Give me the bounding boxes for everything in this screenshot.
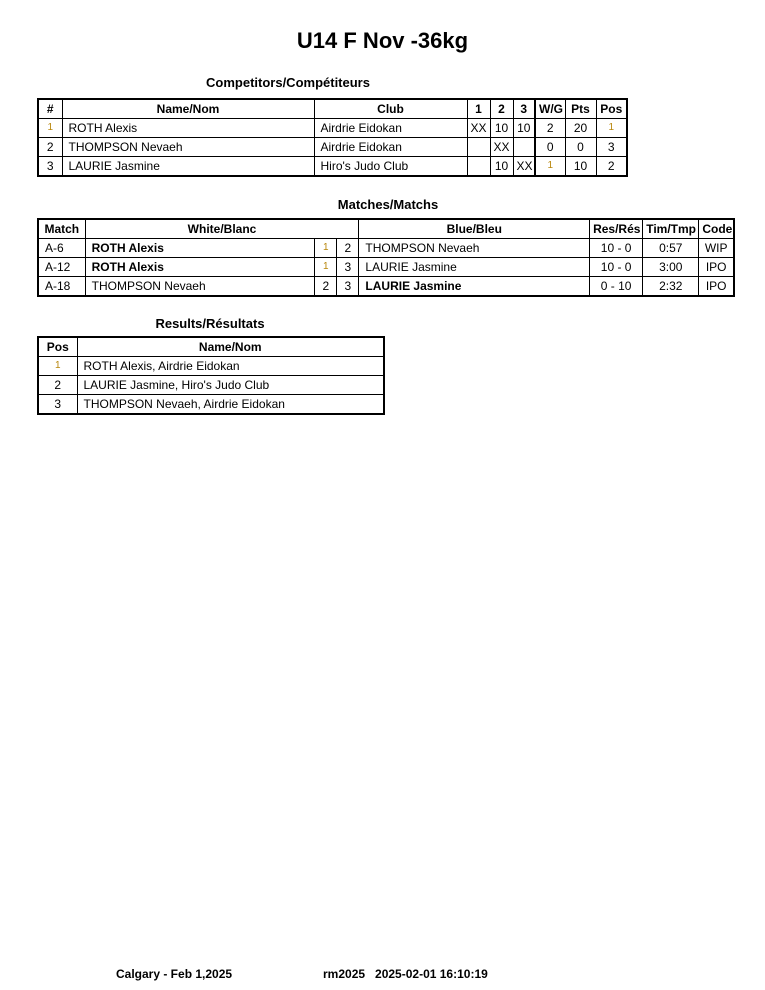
results-table — [37, 336, 385, 415]
result-name: THOMPSON Nevaeh, Airdrie Eidokan — [77, 395, 384, 415]
competitors-heading: Competitors/Compétiteurs — [206, 75, 370, 90]
competitor-r2: 10 — [490, 119, 513, 138]
competitor-pts: 10 — [565, 157, 596, 177]
match-code: IPO — [699, 258, 734, 277]
table-row — [38, 258, 734, 277]
competitor-r1: XX — [467, 119, 490, 138]
match-code: IPO — [699, 277, 734, 297]
blue-competitor: LAURIE Jasmine — [359, 258, 590, 277]
competitor-r2: XX — [490, 138, 513, 157]
match-result: 10 - 0 — [590, 258, 643, 277]
result-pos: 2 — [38, 376, 77, 395]
competitor-pos: 2 — [596, 157, 627, 177]
competitor-num: 3 — [38, 157, 62, 177]
competitor-wg: 0 — [535, 138, 565, 157]
blue-number: 3 — [337, 277, 359, 297]
col-num: # — [38, 99, 62, 119]
matches-table — [37, 218, 735, 297]
white-number: 1 — [315, 258, 337, 277]
competitor-r1 — [467, 157, 490, 177]
match-time: 0:57 — [643, 239, 699, 258]
competitor-num: 2 — [38, 138, 62, 157]
col-white: White/Blanc — [85, 219, 359, 239]
col-result: Res/Rés — [590, 219, 643, 239]
competitor-name: LAURIE Jasmine — [62, 157, 314, 177]
table-row — [38, 357, 384, 376]
match-result: 10 - 0 — [590, 239, 643, 258]
competitor-wg: 2 — [535, 119, 565, 138]
competitor-pts: 20 — [565, 119, 596, 138]
col-blue: Blue/Bleu — [359, 219, 590, 239]
table-row — [38, 395, 384, 415]
competitor-name: THOMPSON Nevaeh — [62, 138, 314, 157]
competitor-r1 — [467, 138, 490, 157]
competitor-r2: 10 — [490, 157, 513, 177]
col-club: Club — [314, 99, 467, 119]
results-header-row — [38, 337, 384, 357]
col-round-3: 3 — [513, 99, 535, 119]
col-wg: W/G — [535, 99, 565, 119]
blue-competitor: LAURIE Jasmine — [359, 277, 590, 297]
competitor-r3: XX — [513, 157, 535, 177]
match-time: 2:32 — [643, 277, 699, 297]
competitor-num: 1 — [38, 119, 62, 138]
results-heading: Results/Résultats — [155, 316, 265, 331]
match-id: A-6 — [38, 239, 85, 258]
competitor-wg: 1 — [535, 157, 565, 177]
col-round-1: 1 — [467, 99, 490, 119]
match-id: A-18 — [38, 277, 85, 297]
competitor-club: Hiro's Judo Club — [314, 157, 467, 177]
result-pos: 3 — [38, 395, 77, 415]
white-competitor: ROTH Alexis — [85, 258, 315, 277]
table-row — [38, 376, 384, 395]
white-competitor: ROTH Alexis — [85, 239, 315, 258]
table-row — [38, 277, 734, 297]
competitor-name: ROTH Alexis — [62, 119, 314, 138]
table-row — [38, 157, 627, 177]
footer-stamp: rm2025 2025-02-01 16:10:19 — [323, 967, 488, 981]
competitor-pos: 3 — [596, 138, 627, 157]
col-pts: Pts — [565, 99, 596, 119]
white-number: 2 — [315, 277, 337, 297]
white-number: 1 — [315, 239, 337, 258]
col-name: Name/Nom — [62, 99, 314, 119]
blue-competitor: THOMPSON Nevaeh — [359, 239, 590, 258]
competitor-pos: 1 — [596, 119, 627, 138]
col-name: Name/Nom — [77, 337, 384, 357]
match-result: 0 - 10 — [590, 277, 643, 297]
table-row — [38, 138, 627, 157]
col-time: Tim/Tmp — [643, 219, 699, 239]
col-pos: Pos — [596, 99, 627, 119]
col-pos: Pos — [38, 337, 77, 357]
result-name: ROTH Alexis, Airdrie Eidokan — [77, 357, 384, 376]
result-pos: 1 — [38, 357, 77, 376]
blue-number: 2 — [337, 239, 359, 258]
competitor-club: Airdrie Eidokan — [314, 119, 467, 138]
result-name: LAURIE Jasmine, Hiro's Judo Club — [77, 376, 384, 395]
col-code: Code — [699, 219, 734, 239]
matches-heading: Matches/Matchs — [337, 197, 439, 212]
match-time: 3:00 — [643, 258, 699, 277]
competitors-header-row — [38, 99, 627, 119]
match-id: A-12 — [38, 258, 85, 277]
col-match: Match — [38, 219, 85, 239]
table-row — [38, 119, 627, 138]
white-competitor: THOMPSON Nevaeh — [85, 277, 315, 297]
match-code: WIP — [699, 239, 734, 258]
matches-header-row — [38, 219, 734, 239]
col-round-2: 2 — [490, 99, 513, 119]
competitor-r3: 10 — [513, 119, 535, 138]
competitor-r3 — [513, 138, 535, 157]
page-title: U14 F Nov -36kg — [296, 28, 469, 53]
competitor-pts: 0 — [565, 138, 596, 157]
competitor-club: Airdrie Eidokan — [314, 138, 467, 157]
table-row — [38, 239, 734, 258]
competitors-table — [37, 98, 628, 177]
blue-number: 3 — [337, 258, 359, 277]
footer-location: Calgary - Feb 1,2025 — [116, 967, 233, 981]
